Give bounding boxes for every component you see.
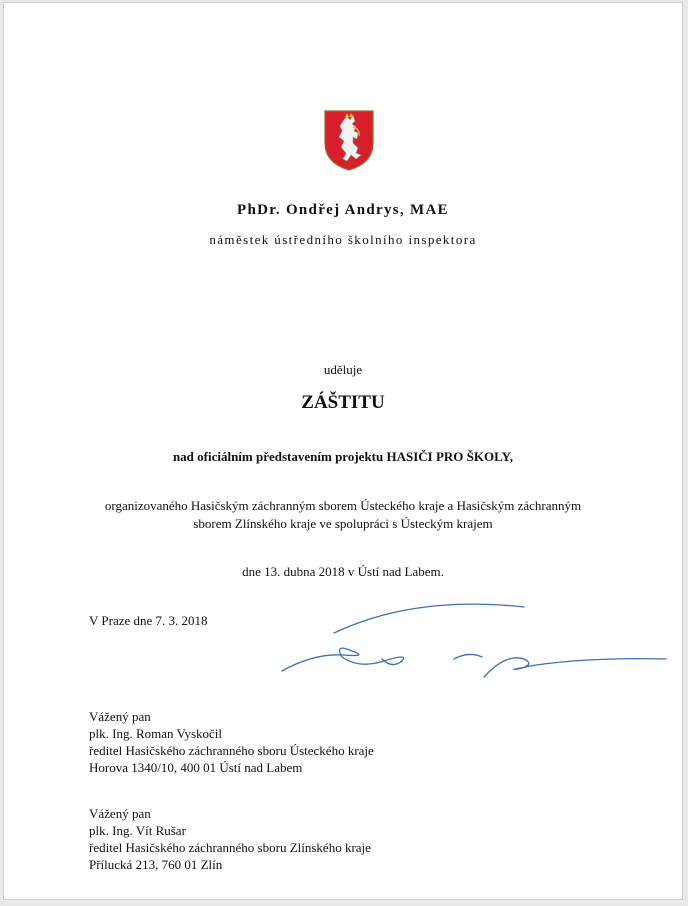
recipient-address: Přílucká 213, 760 01 Zlín [89, 857, 223, 872]
czech-coat-of-arms-icon [323, 109, 375, 172]
recipient-name: plk. Ing. Roman Vyskočil [89, 726, 223, 741]
recipient-name: plk. Ing. Vít Rušar [89, 823, 186, 838]
recipient-salutation: Vážený pan [89, 806, 151, 821]
grants-text: uděluje [323, 362, 363, 377]
signer-name: PhDr. Ondřej Andrys, MAE [237, 202, 449, 218]
patronage-headline: ZÁŠTITU [301, 392, 385, 413]
organizer-line: sborem Zlínského kraje ve spolupráci s Ústeckým krajem [193, 516, 493, 531]
event-date: dne 13. dubna 2018 v Ústí nad Labem. [242, 564, 444, 579]
recipient-salutation: Vážený pan [89, 709, 151, 724]
document-page [3, 2, 683, 900]
project-line: nad oficiálním představením projektu HASIČI PRO ŠKOLY, [172, 449, 514, 464]
recipient-block [89, 708, 374, 776]
handwritten-signature [274, 585, 674, 685]
recipient-role: ředitel Hasičského záchranného sboru Zlínského kraje [89, 840, 371, 855]
signer-title: náměstek ústředního školního inspektora [209, 232, 477, 247]
organizer-paragraph [4, 497, 682, 533]
recipient-role: ředitel Hasičského záchranného sboru Ústeckého kraje [89, 743, 374, 758]
recipient-block [89, 805, 371, 873]
organizer-line: organizovaného Hasičským záchranným sborem Ústeckého kraje a Hasičským záchranným [104, 498, 582, 513]
place-date: V Praze dne 7. 3. 2018 [89, 613, 208, 628]
recipient-address: Horova 1340/10, 400 01 Ústí nad Labem [89, 760, 303, 775]
